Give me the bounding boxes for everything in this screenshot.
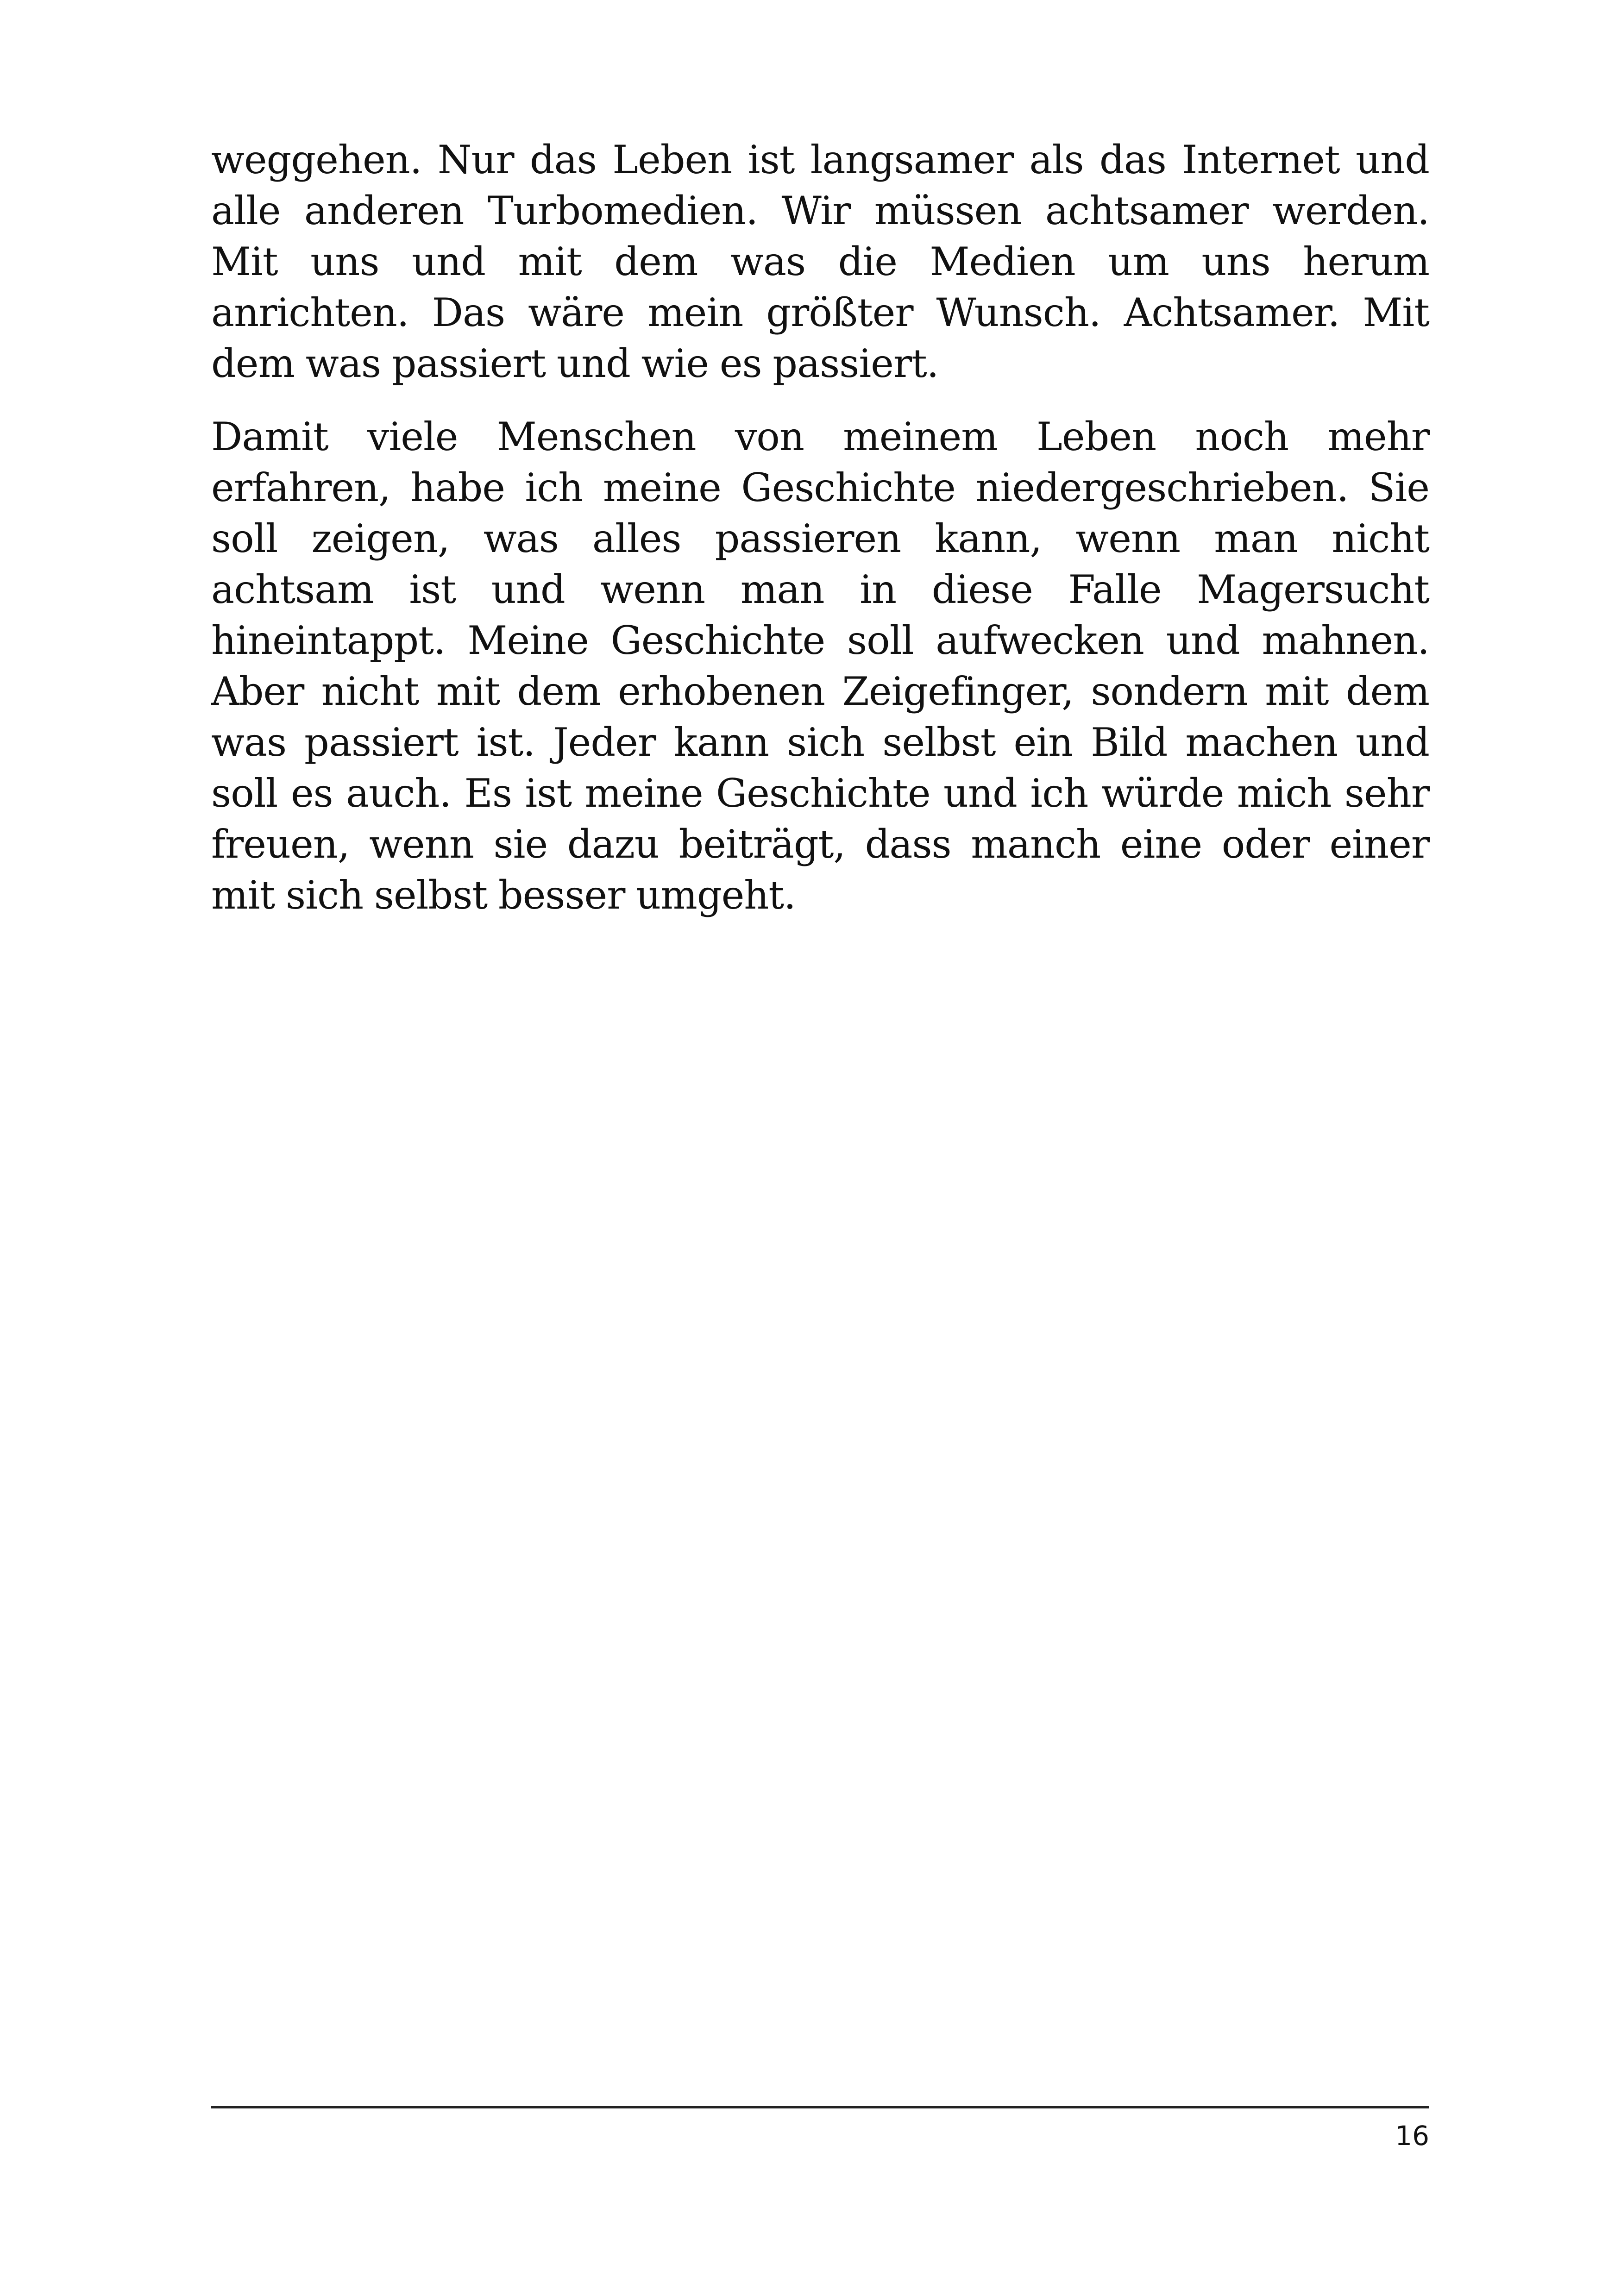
text-line: hineintappt. Meine Geschichte soll aufwecken und mahnen. <box>211 618 1429 663</box>
text-line: dem was passiert und wie es passiert. <box>211 341 939 386</box>
text-line: alle anderen Turbomedien. Wir müssen achtsamer werden. <box>211 188 1429 233</box>
paragraph-1 <box>211 134 1429 389</box>
paragraph-2 <box>211 411 1429 921</box>
text-line: Aber nicht mit dem erhobenen Zeigefinger, sondern mit dem <box>211 669 1429 714</box>
text-line: anrichten. Das wäre mein größter Wunsch. Achtsamer. Mit <box>211 290 1429 335</box>
text-line: soll es auch. Es ist meine Geschichte und ich würde mich sehr <box>211 771 1429 816</box>
text-line: soll zeigen, was alles passieren kann, wenn man nicht <box>211 516 1429 561</box>
page-number: 16 <box>1395 2120 1429 2152</box>
text-line: Mit uns und mit dem was die Medien um uns herum <box>211 239 1429 284</box>
text-line: weggehen. Nur das Leben ist langsamer als das Internet und <box>211 137 1429 182</box>
text-line: achtsam ist und wenn man in diese Falle Magersucht <box>211 567 1429 612</box>
text-line: mit sich selbst besser umgeht. <box>211 872 796 918</box>
body-text <box>211 134 1429 943</box>
footer-divider <box>211 2106 1429 2108</box>
text-line: Damit viele Menschen von meinem Leben noch mehr <box>211 414 1429 459</box>
text-line: freuen, wenn sie dazu beiträgt, dass manch eine oder einer <box>211 822 1429 867</box>
text-line: erfahren, habe ich meine Geschichte niedergeschrieben. Sie <box>211 465 1429 510</box>
text-line: was passiert ist. Jeder kann sich selbst ein Bild machen und <box>211 720 1429 765</box>
